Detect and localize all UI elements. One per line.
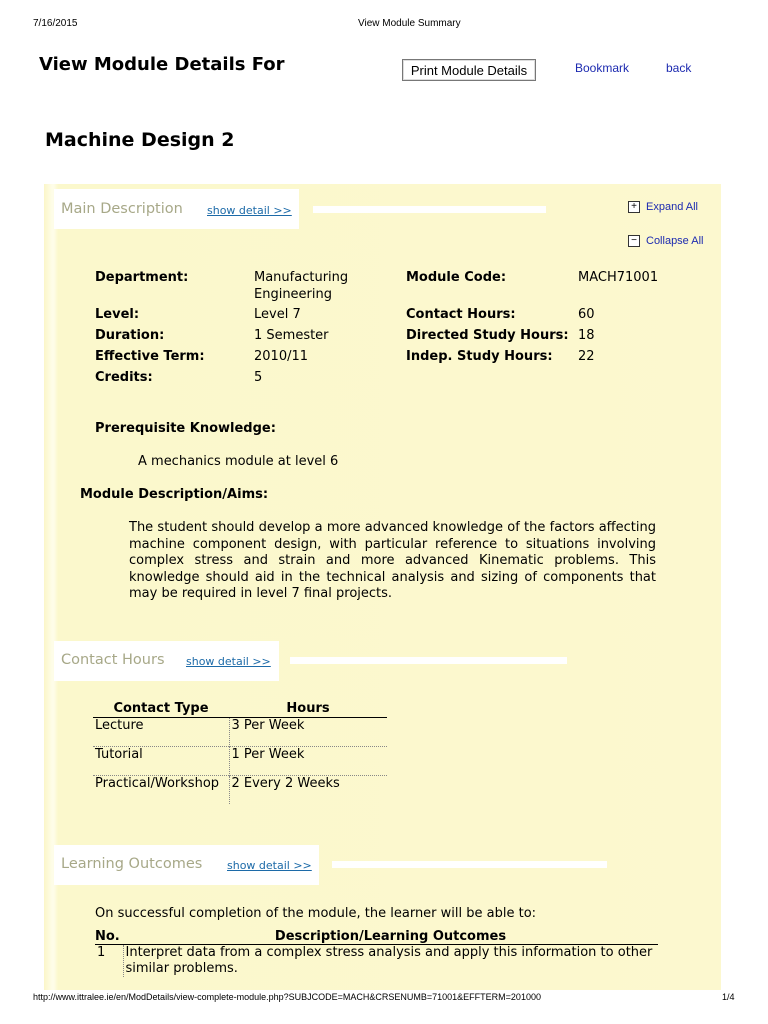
main-description-title: Main Description xyxy=(61,201,183,217)
back-link[interactable]: back xyxy=(666,61,692,75)
collapse-all-label: Collapse All xyxy=(646,235,704,247)
column-header: No. xyxy=(95,928,123,945)
expand-all-control[interactable] xyxy=(628,201,698,213)
department-value-line2: Engineering xyxy=(254,287,332,302)
minus-box-icon: − xyxy=(628,235,640,247)
learning-outcomes-table xyxy=(95,928,658,977)
print-page-title: View Module Summary xyxy=(358,18,461,29)
column-header: Contact Type xyxy=(93,699,229,718)
column-header: Hours xyxy=(229,699,387,718)
contact-type-cell: Tutorial xyxy=(93,747,229,776)
print-module-details-button[interactable]: Print Module Details xyxy=(402,59,536,81)
aims-label: Module Description/Aims: xyxy=(80,487,269,502)
contact-hours-label: Contact Hours: xyxy=(406,307,516,322)
directed-study-label: Directed Study Hours: xyxy=(406,328,569,343)
hours-cell: 2 Every 2 Weeks xyxy=(229,776,387,805)
learning-outcomes-show-detail-link[interactable]: show detail >> xyxy=(227,859,312,872)
bookmark-link[interactable]: Bookmark xyxy=(575,61,630,75)
learning-outcomes-title: Learning Outcomes xyxy=(61,856,203,872)
prerequisite-label: Prerequisite Knowledge: xyxy=(95,421,276,436)
module-code-label: Module Code: xyxy=(406,270,507,285)
outcome-description-cell: Interpret data from a complex stress analysis and apply this information to other similar problems. xyxy=(123,945,658,978)
contact-type-cell: Lecture xyxy=(93,718,229,747)
table-header-row xyxy=(95,928,658,945)
contact-hours-show-detail-link[interactable]: show detail >> xyxy=(186,655,271,668)
print-page-number: 1/4 xyxy=(722,992,735,1002)
contact-hours-table xyxy=(93,699,387,804)
collapse-all-control[interactable] xyxy=(628,235,703,247)
main-description-show-detail-link[interactable]: show detail >> xyxy=(207,204,292,217)
level-value: Level 7 xyxy=(254,307,301,322)
section-divider-bar xyxy=(290,657,567,664)
page-title: View Module Details For xyxy=(39,54,285,75)
module-name: Machine Design 2 xyxy=(45,129,235,151)
indep-study-label: Indep. Study Hours: xyxy=(406,349,553,364)
indep-study-value: 22 xyxy=(578,349,595,364)
prerequisite-value: A mechanics module at level 6 xyxy=(138,454,339,469)
credits-value: 5 xyxy=(254,370,263,385)
expand-all-label: Expand All xyxy=(646,201,698,213)
table-row xyxy=(93,718,387,747)
section-divider-bar xyxy=(313,206,546,213)
module-code-value: MACH71001 xyxy=(578,270,659,285)
effective-term-value: 2010/11 xyxy=(254,349,309,364)
column-header: Description/Learning Outcomes xyxy=(123,928,658,945)
contact-hours-value: 60 xyxy=(578,307,595,322)
table-row xyxy=(93,776,387,805)
aims-text: The student should develop a more advanced knowledge of the factors affecting machine component design, with particular reference to situations involving complex stress and strain and more advanced Kinematic problems. This knowledge should aid in the technical analysis and sizing of components that may be required in level 7 final projects. xyxy=(129,520,656,602)
outcome-number-cell: 1 xyxy=(97,945,106,960)
print-date: 7/16/2015 xyxy=(33,18,78,29)
contact-hours-title: Contact Hours xyxy=(61,652,165,668)
print-url: http://www.ittralee.ie/en/ModDetails/view-complete-module.php?SUBJCODE=MACH&CRSENUMB=71001&EFFTERM=201000 xyxy=(33,992,541,1002)
department-value-line1: Manufacturing xyxy=(254,270,349,285)
hours-cell: 3 Per Week xyxy=(229,718,387,747)
hours-cell: 1 Per Week xyxy=(229,747,387,776)
table-header-row xyxy=(93,699,387,718)
table-row xyxy=(95,945,658,978)
learning-outcomes-intro: On successful completion of the module, the learner will be able to: xyxy=(95,906,537,921)
department-label: Department: xyxy=(95,270,189,285)
section-divider-bar xyxy=(332,861,607,868)
duration-label: Duration: xyxy=(95,328,165,343)
plus-box-icon: + xyxy=(628,201,640,213)
level-label: Level: xyxy=(95,307,140,322)
table-row xyxy=(93,747,387,776)
contact-type-cell: Practical/Workshop xyxy=(93,776,229,805)
directed-study-value: 18 xyxy=(578,328,595,343)
credits-label: Credits: xyxy=(95,370,153,385)
duration-value: 1 Semester xyxy=(254,328,329,343)
effective-term-label: Effective Term: xyxy=(95,349,205,364)
